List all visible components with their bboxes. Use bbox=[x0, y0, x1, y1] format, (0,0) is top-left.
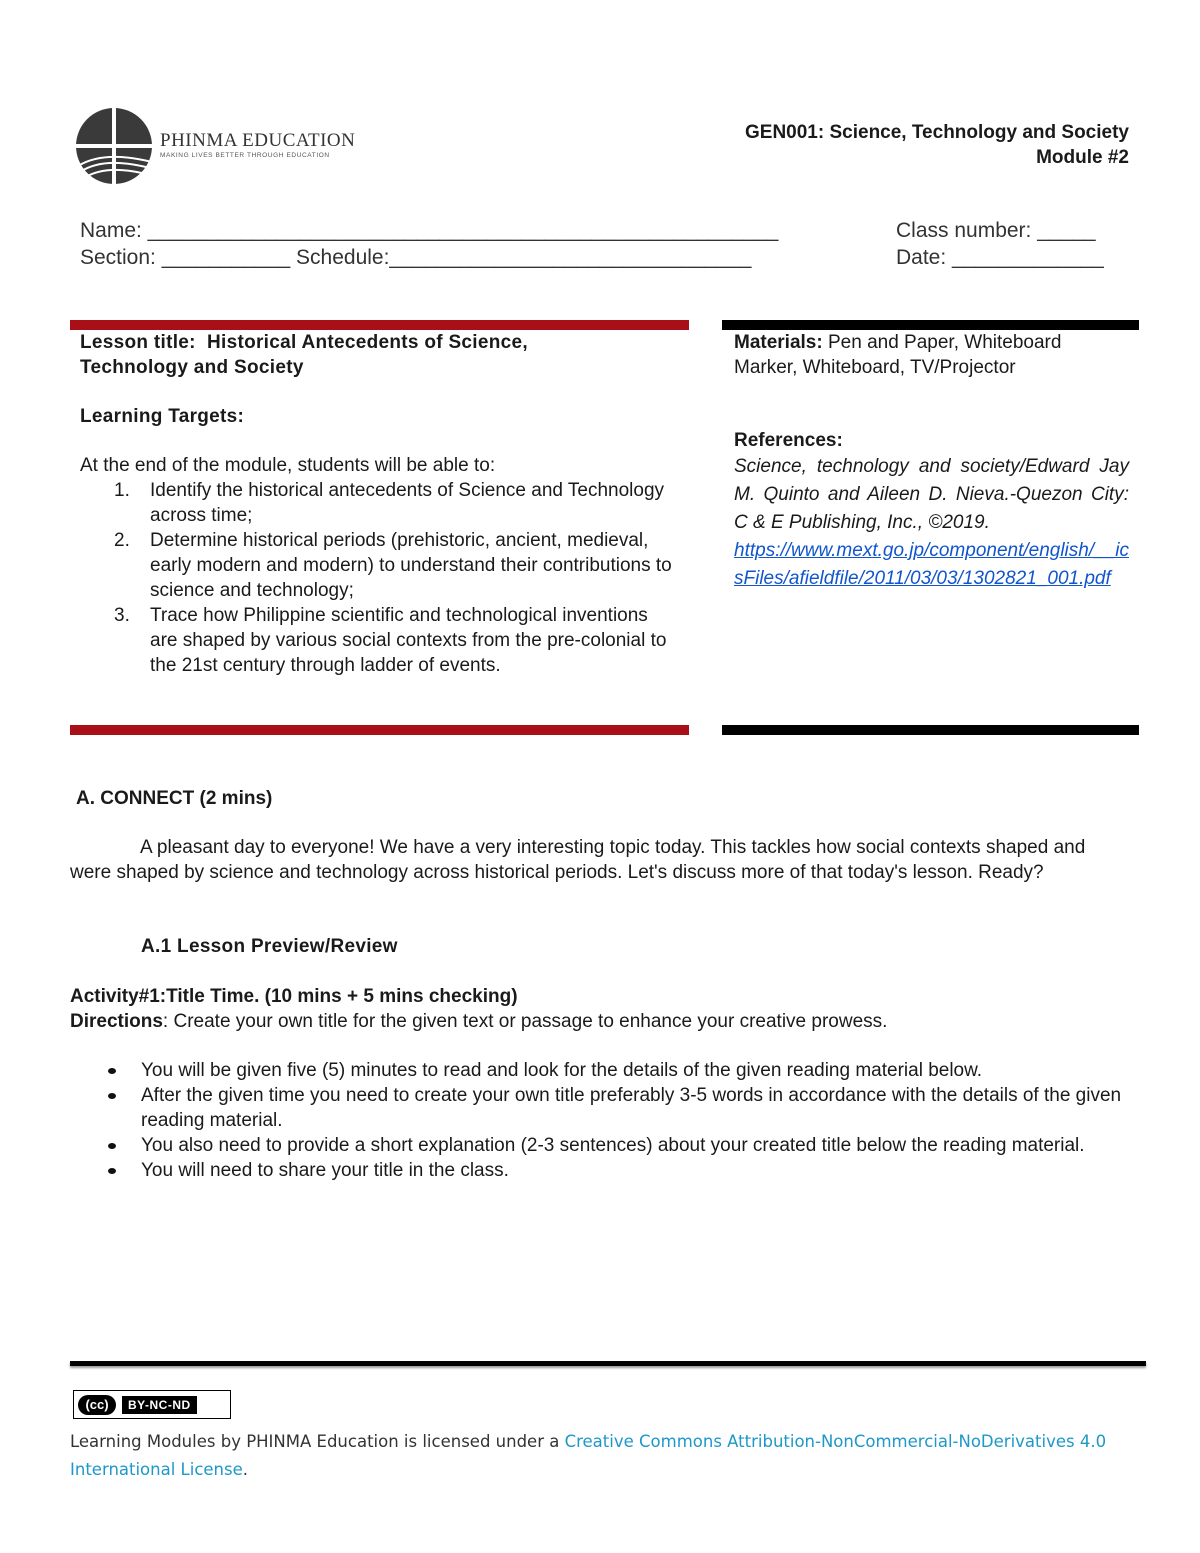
list-text: You will need to share your title in the class. bbox=[141, 1160, 509, 1181]
learning-targets-list bbox=[80, 478, 680, 678]
directions-label: Directions bbox=[70, 1011, 163, 1032]
lesson-title-label: Lesson title: bbox=[80, 332, 196, 353]
list-text: You will be given five (5) minutes to read and look for the details of the given reading material below. bbox=[141, 1060, 983, 1081]
list-text: You also need to provide a short explanation (2-3 sentences) about your created title below the reading material. bbox=[141, 1135, 1085, 1156]
list-item bbox=[141, 1158, 1130, 1183]
logo-tagline: MAKING LIVES BETTER THROUGH EDUCATION bbox=[160, 152, 330, 159]
list-text: Determine historical periods (prehistoric, ancient, medieval, early modern and modern) to understand their contributions to science and technology; bbox=[150, 530, 672, 601]
phinma-logo bbox=[74, 106, 356, 186]
list-item bbox=[114, 603, 680, 678]
materials-top-divider bbox=[722, 320, 1139, 330]
list-item bbox=[141, 1133, 1130, 1158]
materials-label: Materials: bbox=[734, 332, 823, 353]
cc-label: BY-NC-ND bbox=[122, 1396, 197, 1414]
instruction-list bbox=[70, 1058, 1130, 1183]
bullet-icon bbox=[108, 1143, 116, 1149]
learning-targets-label: Learning Targets: bbox=[80, 406, 245, 427]
learning-targets-intro: At the end of the module, students will be able to: bbox=[80, 455, 496, 476]
bullet-icon bbox=[108, 1068, 116, 1074]
list-item bbox=[141, 1083, 1130, 1133]
license-text bbox=[70, 1428, 1130, 1484]
references-label: References: bbox=[734, 430, 843, 451]
license-prefix: Learning Modules by PHINMA Education is licensed under a bbox=[70, 1432, 565, 1451]
lesson-panel bbox=[80, 330, 680, 678]
phinma-emblem-icon bbox=[74, 106, 154, 186]
course-title: GEN001: Science, Technology and Society bbox=[745, 122, 1129, 143]
list-text: After the given time you need to create your own title preferably 3-5 words in accordance with the details of the given reading material. bbox=[141, 1085, 1122, 1131]
materials-panel bbox=[734, 330, 1129, 593]
class-number-field[interactable]: Class number: _____ bbox=[896, 219, 1096, 242]
list-item bbox=[114, 528, 680, 603]
lesson-top-divider bbox=[70, 320, 689, 330]
lesson-title-line2: Technology and Society bbox=[80, 357, 304, 378]
reference-text: Science, technology and society/Edward Jay M. Quinto and Aileen D. Nieva.-Quezon City: C & E Publishing, Inc., ©2019. bbox=[734, 456, 1129, 533]
activity-title: Activity#1:Title Time. (10 mins + 5 mins checking) bbox=[70, 986, 518, 1007]
section-schedule-field[interactable]: Section: ___________ Schedule:_______________________________ bbox=[80, 246, 752, 269]
bullet-icon bbox=[108, 1093, 116, 1099]
lesson-bottom-divider bbox=[70, 725, 689, 735]
materials-text: Pen and Paper, Whiteboard Marker, Whiteboard, TV/Projector bbox=[734, 332, 1062, 378]
list-item bbox=[141, 1058, 1130, 1083]
license-link[interactable]: Creative Commons Attribution-NonCommercial-NoDerivatives 4.0 International License bbox=[70, 1432, 1107, 1479]
logo-name: PHINMA EDUCATION bbox=[160, 130, 356, 151]
list-number: 3. bbox=[114, 605, 130, 626]
bullet-icon bbox=[108, 1168, 116, 1174]
list-number: 1. bbox=[114, 480, 130, 501]
footer-divider bbox=[70, 1361, 1146, 1366]
directions-text: : Create your own title for the given text or passage to enhance your creative prowess. bbox=[162, 1011, 888, 1032]
cc-icon: (cc) bbox=[78, 1395, 116, 1415]
lesson-title bbox=[80, 330, 680, 380]
license-suffix: . bbox=[242, 1460, 249, 1479]
cc-license-badge[interactable] bbox=[73, 1390, 231, 1419]
connect-heading: A. CONNECT (2 mins) bbox=[76, 788, 273, 809]
activity-instructions bbox=[70, 1058, 1130, 1183]
date-field[interactable]: Date: _____________ bbox=[896, 246, 1104, 269]
list-text: Identify the historical antecedents of Science and Technology across time; bbox=[150, 480, 665, 526]
lesson-preview-heading: A.1 Lesson Preview/Review bbox=[141, 936, 398, 957]
lesson-title-line1: Historical Antecedents of Science, bbox=[206, 332, 528, 353]
directions bbox=[70, 1009, 1130, 1034]
name-field[interactable]: Name: ______________________________________________________ bbox=[80, 219, 779, 242]
list-text: Trace how Philippine scientific and technological inventions are shaped by various social contexts from the pre-colonial to the 21st century through ladder of events. bbox=[150, 605, 667, 676]
materials bbox=[734, 330, 1129, 380]
list-number: 2. bbox=[114, 530, 130, 551]
connect-paragraph: A pleasant day to everyone! We have a very interesting topic today. This tackles how social contexts shaped and were shaped by science and technology across historical periods. Let's discuss more of that today's lesson. Ready? bbox=[70, 837, 1086, 883]
materials-bottom-divider bbox=[722, 725, 1139, 735]
list-item bbox=[114, 478, 680, 528]
module-number: Module #2 bbox=[1036, 147, 1129, 168]
reference-link[interactable]: https://www.mext.go.jp/component/english/__icsFiles/afieldfile/2011/03/03/1302821_001.pdf bbox=[734, 540, 1129, 589]
